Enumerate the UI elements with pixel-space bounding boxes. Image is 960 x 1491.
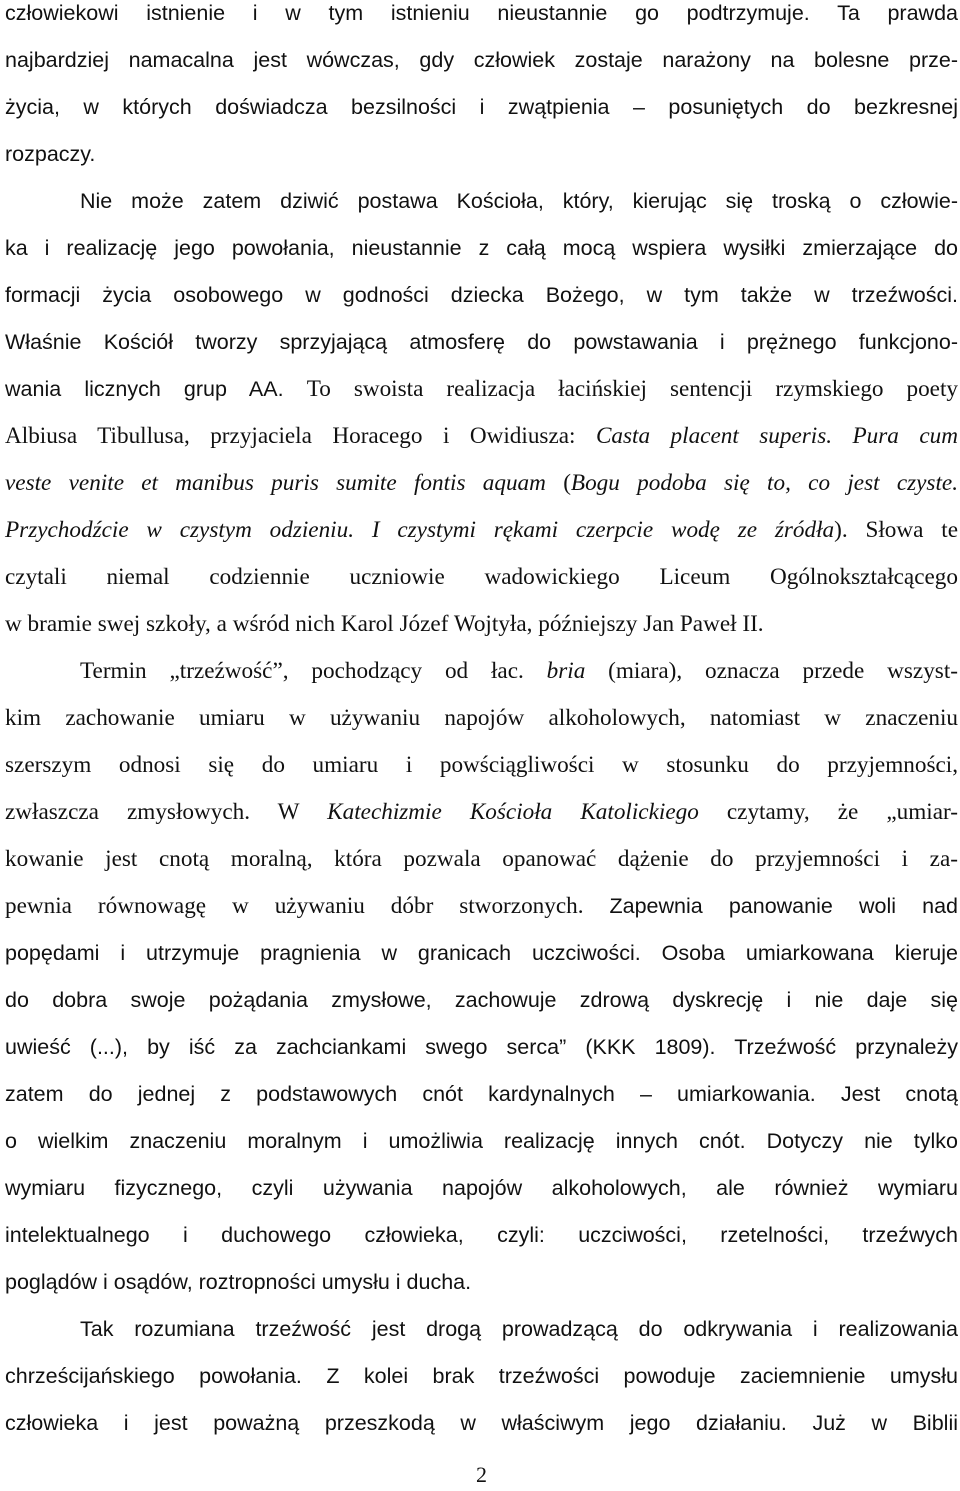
text-line: ka i realizację jego powołania, nieustannie z całą mocą wspiera wysiłki zmierzające do [5, 236, 958, 260]
text-line: kim zachowanie umiaru w używaniu napojów alkoholowych, natomiast w znaczeniu [5, 705, 958, 731]
text-line: człowiekowi istnienie i w tym istnieniu nieustannie go podtrzymuje. Ta prawda [5, 1, 958, 25]
text-line [5, 507, 958, 554]
text-span: ). Słowa te [834, 517, 958, 543]
text-line: pewnia równowagę w używaniu dóbr stworzonych. Zapewnia panowanie woli nad [5, 893, 958, 919]
text-line: chrześcijańskiego powołania. Z kolei brak trzeźwości powoduje zaciemnienie umysłu [5, 1364, 958, 1388]
text-line: intelektualnego i duchowego człowieka, czyli: uczciwości, rzetelności, trzeźwych [5, 1223, 958, 1247]
text-line [5, 366, 958, 413]
text-line: popędami i utrzymuje pragnienia w granicach uczciwości. Osoba umiarkowana kieruje [5, 941, 958, 965]
text-line: formacji życia osobowego w godności dziecka Bożego, w tym także w trzeźwości. [5, 283, 958, 307]
text-line [5, 413, 958, 460]
text-span: wania licznych grup AA. [5, 377, 307, 401]
text-line: życia, w których doświadcza bezsilności i zwątpienia – posuniętych do bezkresnej [5, 95, 958, 119]
text-line: poglądów i osądów, roztropności umysłu i ducha. [5, 1270, 472, 1294]
latin-quote: Casta placent superis. [595, 423, 833, 449]
latin-word: bria [546, 658, 586, 684]
text-line: czytali niemal codziennie uczniowie wadowickiego Liceum Ogólnokształcącego [5, 564, 958, 590]
text-line: najbardziej namacalna jest wówczas, gdy człowiek zostaje narażony na bolesne prze- [5, 48, 958, 72]
text-line: o wielkim znaczeniu moralnym i umożliwia realizację innych cnót. Dotyczy nie tylko [5, 1129, 958, 1153]
page-number: 2 [476, 1462, 487, 1487]
translation-text: Przychodźcie w czystym odzieniu. I czystymi rękami czerpcie wodę ze źródła [5, 517, 835, 543]
text-line: veste venite et manibus puris sumite fontis aquam (Bogu podoba się to, co jest czyste. [5, 470, 958, 496]
text-line: Właśnie Kościół tworzy sprzyjającą atmosferę do powstawania i prężnego funkcjono- [5, 330, 958, 354]
text-line: wymiaru fizycznego, czyli używania napojów alkoholowych, ale również wymiaru [5, 1176, 958, 1200]
text-line: kowanie jest cnotą moralną, która pozwala opanować dążenie do przyjemności i za- [5, 846, 958, 872]
text-line: rozpaczy. [5, 142, 96, 166]
text-span: Albiusa Tibullusa, przyjaciela Horacego i Owidiusza: [5, 423, 596, 449]
text-line: człowieka i jest poważną przeszkodą w właściwym jego działaniu. Już w Biblii [5, 1411, 958, 1435]
latin-quote: veste venite et manibus puris sumite fontis aquam [5, 470, 546, 496]
paragraph-first-line: Nie może zatem dziwić postawa Kościoła, który, kierując się troską o człowie- [80, 189, 958, 213]
document-page [5, 0, 958, 1491]
text-span: To swoista realizacja łacińskiej sentencji rzymskiego poety [306, 376, 958, 402]
text-line: do dobra swoje pożądania zmysłowe, zachowuje zdrową dyskrecję i nie daje się [5, 988, 958, 1012]
text-line: zatem do jednej z podstawowych cnót kardynalnych – umiarkowania. Jest cnotą [5, 1082, 958, 1106]
book-title: Katechizmie Kościoła Katolickiego [327, 799, 699, 825]
text-line: uwieść (...), by iść za zachciankami swego serca” (KKK 1809). Trzeźwość przynależy [5, 1035, 958, 1059]
translation-text: Bogu podoba się to, co jest czyste. [570, 470, 958, 496]
paragraph-first-line: Termin „trzeźwość”, pochodzący od łac. bria (miara), oznacza przede wszyst- [80, 658, 958, 684]
text-line: w bramie swej szkoły, a wśród nich Karol Józef Wojtyła, późniejszy Jan Paweł II. [5, 611, 764, 637]
text-line: szerszym odnosi się do umiaru i powściągliwości w stosunku do przyjemności, [5, 752, 958, 778]
latin-quote: Pura cum [852, 423, 958, 449]
text-line: zwłaszcza zmysłowych. W Katechizmie Kościoła Katolickiego czytamy, że „umiar- [5, 799, 958, 825]
paragraph-first-line: Tak rozumiana trzeźwość jest drogą prowadzącą do odkrywania i realizowania [80, 1317, 958, 1341]
